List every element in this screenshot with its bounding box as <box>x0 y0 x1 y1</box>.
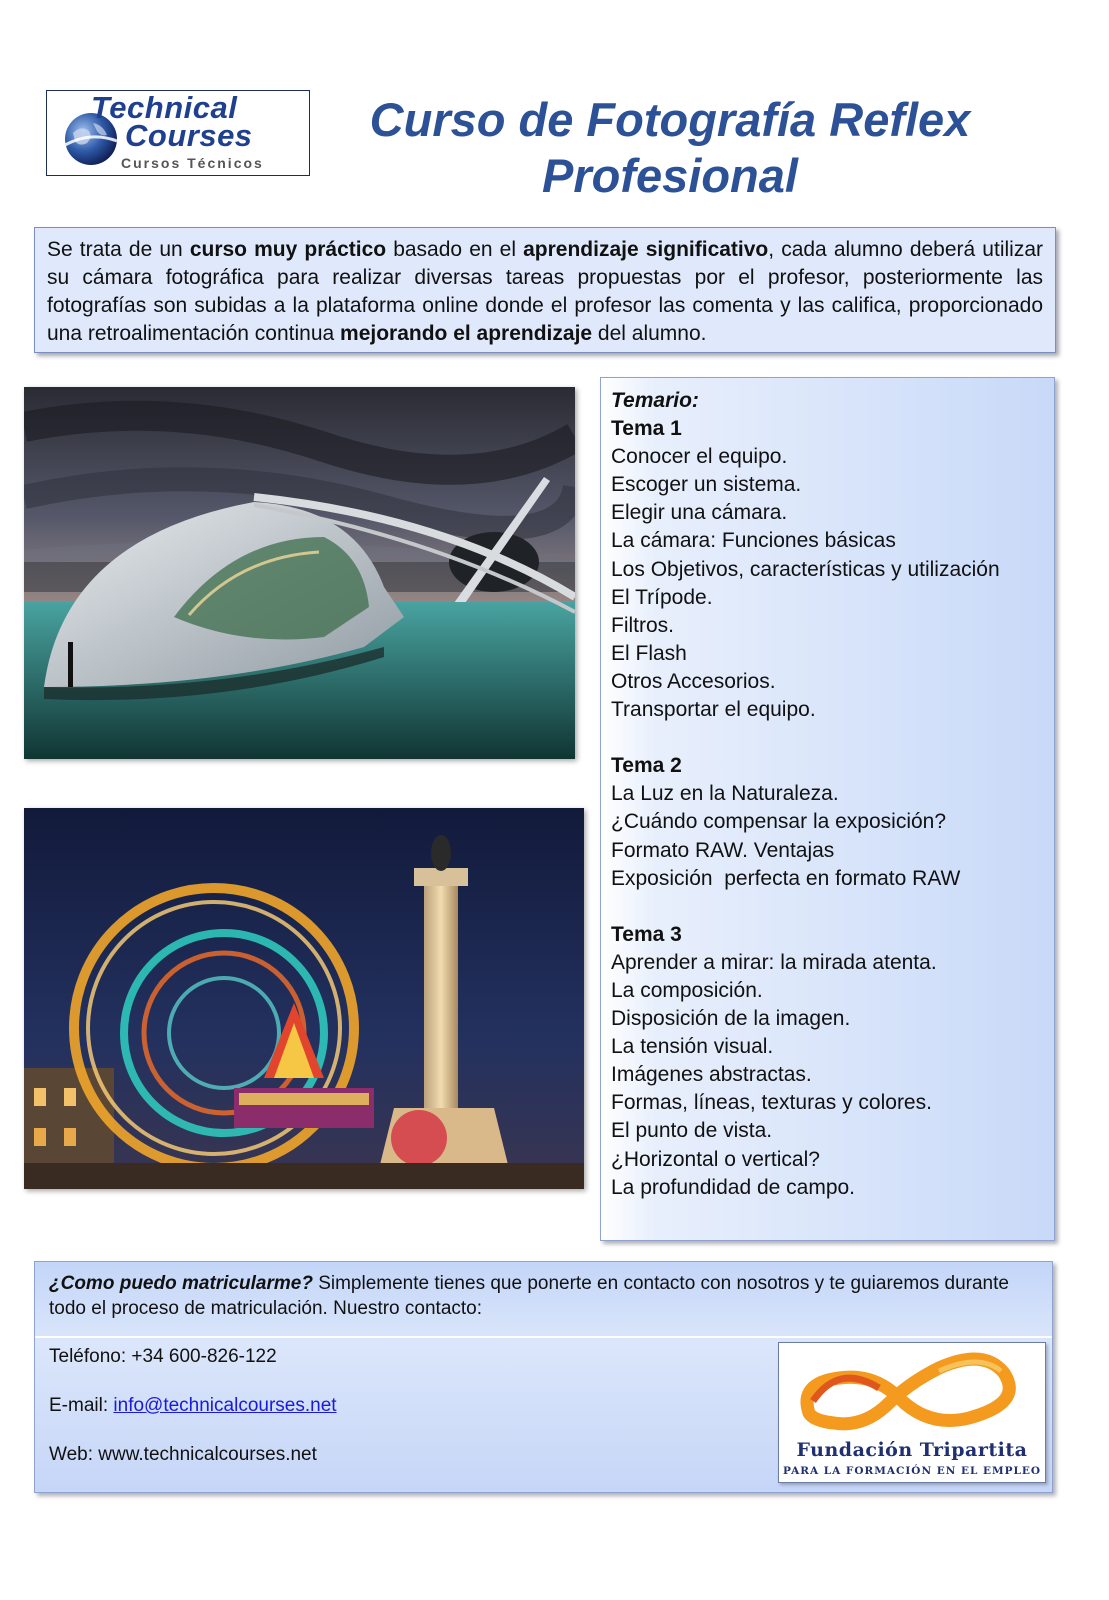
tema-2-item: ¿Cuándo compensar la exposición? <box>611 810 947 834</box>
logo-tagline: Cursos Técnicos <box>121 155 264 171</box>
intro-text-3: , cada alumno deberá utilizar su cámara fotográfica para realizar diversas tareas propuestas por el profesor, posteriormente las fotografías son subidas a la plataforma online donde el profesor las comenta y las califica, proporcionado una retroalimentación continua <box>47 238 1043 345</box>
phone-label: Teléfono: <box>49 1346 132 1367</box>
temario-box <box>600 377 1055 1241</box>
phone-line <box>49 1345 277 1369</box>
tema-2-item: La Luz en la Naturaleza. <box>611 782 839 806</box>
tema-2-item: Formato RAW. Ventajas <box>611 838 835 862</box>
tema-3-item: El punto de vista. <box>611 1119 773 1143</box>
photo-city-of-arts <box>24 387 575 759</box>
tema-3-title: Tema 3 <box>611 922 682 946</box>
phone-value: +34 600-826-122 <box>131 1346 277 1367</box>
email-link[interactable]: info@technicalcourses.net <box>113 1395 337 1416</box>
intro-text-2: basado en el <box>386 238 524 261</box>
intro-box <box>34 227 1056 353</box>
tema-1-item: Escoger un sistema. <box>611 473 802 497</box>
title-line-1: Curso de Fotografía Reflex <box>369 93 971 146</box>
tema-1-item: Los Objetivos, características y utilización <box>611 557 1000 581</box>
spacer <box>611 724 1044 752</box>
tema-1-item: El Flash <box>611 641 687 665</box>
infinity-logo-icon <box>779 1343 1044 1439</box>
tema-3-item: Disposición de la imagen. <box>611 1007 851 1031</box>
tema-1-item: Filtros. <box>611 613 674 637</box>
tema-3-item: Imágenes abstractas. <box>611 1063 812 1087</box>
spacer <box>611 893 1044 921</box>
logo-line-1: Technical <box>91 90 238 125</box>
intro-bold-1: curso muy práctico <box>189 238 387 261</box>
intro-bold-2: aprendizaje significativo <box>523 238 769 261</box>
tema-2-item: Exposición perfecta en formato RAW <box>611 866 961 890</box>
photo-city-of-arts-image <box>24 387 575 759</box>
web-label: Web: <box>49 1444 99 1465</box>
photo-ferris-wheel <box>24 808 584 1189</box>
tema-3-item: La tensión visual. <box>611 1035 774 1059</box>
enrollment-question <box>49 1271 1009 1321</box>
fundacion-tripartita-logo <box>778 1342 1046 1483</box>
tema-1-item: Otros Accesorios. <box>611 669 776 693</box>
tema-1-item: Elegir una cámara. <box>611 501 788 525</box>
tema-3-item: La composición. <box>611 978 763 1002</box>
tema-3-item: Aprender a mirar: la mirada atenta. <box>611 950 937 974</box>
page-title <box>340 92 1000 204</box>
email-line <box>49 1394 337 1418</box>
intro-text-1: Se trata de un <box>47 238 190 261</box>
tema-3-item: La profundidad de campo. <box>611 1175 856 1199</box>
tema-1-item: El Trípode. <box>611 585 713 609</box>
divider <box>35 1336 1052 1338</box>
fundacion-subtitle: PARA LA FORMACIÓN EN EL EMPLEO <box>782 1465 1042 1477</box>
intro-bold-3: mejorando el aprendizaje <box>340 322 593 345</box>
tema-3-item: ¿Horizontal o vertical? <box>611 1147 820 1171</box>
tema-2-title: Tema 2 <box>611 754 682 778</box>
title-line-2: Profesional <box>542 149 798 202</box>
tema-1-item: La cámara: Funciones básicas <box>611 529 896 553</box>
enrollment-text: Simplemente tienes que ponerte en contacto con nosotros y te guiaremos durante todo el proceso de matriculación. Nuestro contacto: <box>49 1273 1009 1319</box>
tema-1-title: Tema 1 <box>611 417 682 441</box>
intro-text-4: del alumno. <box>592 322 707 345</box>
fundacion-name: Fundación Tripartita <box>796 1439 1028 1461</box>
logo-line-2: Courses <box>125 118 253 153</box>
technical-courses-logo <box>46 90 310 176</box>
email-label: E-mail: <box>49 1395 114 1416</box>
temario-heading: Temario: <box>611 389 699 412</box>
tema-1-item: Conocer el equipo. <box>611 445 788 469</box>
tema-3-item: Formas, líneas, texturas y colores. <box>611 1091 932 1115</box>
photo-ferris-wheel-image <box>24 808 584 1189</box>
web-line <box>49 1443 317 1467</box>
web-value: www.technicalcourses.net <box>98 1444 317 1465</box>
enrollment-question-bold: ¿Como puedo matricularme? <box>49 1273 313 1294</box>
tema-1-item: Transportar el equipo. <box>611 698 816 722</box>
